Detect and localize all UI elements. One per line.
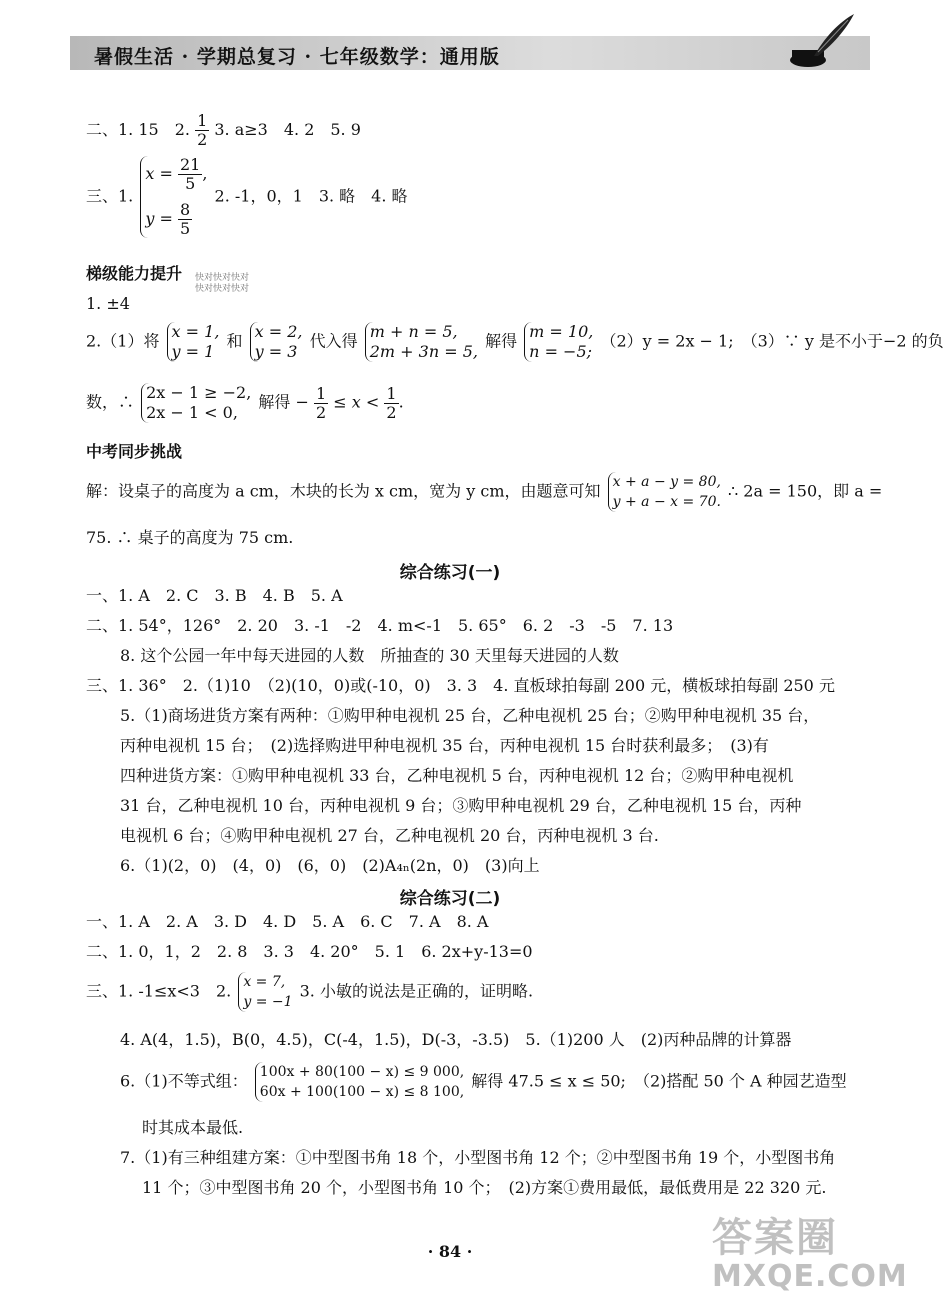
answer-line: 丙种电视机 15 台； (2)选择购进甲种电视机 35 台，丙种电视机 15 台时获利最多； (3)有 [120, 736, 769, 755]
answer-line: 6.（1)(2，0) (4，0) (6，0) (2)A₄ₙ(2n，0) (3)向上 [120, 856, 540, 875]
section-title: 综合练习(二) [399, 889, 501, 909]
answer-line: 8. 这个公园一年中每天进园的人数 所抽查的 30 天里每天进园的人数 [120, 646, 619, 665]
section-heading: 梯级能力提升 [86, 264, 183, 283]
corner-watermark: 答案圈 MXQE.COM [712, 1215, 908, 1294]
section-title: 综合练习(一) [399, 563, 501, 583]
equation-system: x = $\frac{21}{5}$ , y = $\frac{8}{5}$ [140, 156, 207, 238]
fraction: $\frac{1}{2}$ [197, 111, 208, 149]
answer-line: 1. ±4 [86, 294, 130, 313]
answer-line: 一、1. A 2. A 3. D 4. D 5. A 6. C 7. A 8. A [86, 912, 489, 931]
answer-line: 三、1. x = $\frac{21}{5}$ , y = $\frac{8}{5}$ 2. -1，0，1 3. 略 4. 略 [86, 155, 408, 238]
answer-line: 三、1. 36° 2.（1)10 （2)(10，0)或(-10，0) 3. 3 4. 直板球拍每副 200 元，横板球拍每副 250 元 [86, 676, 835, 695]
page-number: · 84 · [427, 1242, 473, 1261]
answer-line: 一、1. A 2. C 3. B 4. B 5. A [86, 586, 343, 605]
answer-line: 三、1. -1≤x<3 2. x = 7, y = −1 3. 小敏的说法是正确的，证明略. [86, 974, 534, 1010]
answer-line: 7.（1)有三种组建方案：①中型图书角 18 个，小型图书角 12 个；②中型图书角 19 个，小型图书角 [120, 1148, 836, 1167]
answer-line: 四种进货方案：①购甲种电视机 33 台，乙种电视机 5 台，丙种电视机 12 台；②购甲种电视机 [120, 766, 794, 785]
answer-line: 75. ∴ 桌子的高度为 75 cm. [86, 528, 294, 547]
watermark-text: 快对快对快对 快对快对快对 [195, 273, 250, 294]
answer-line: 二、1. 54°，126° 2. 20 3. -1 -2 4. m<-1 5. 65° 6. 2 -3 -5 7. 13 [86, 616, 674, 635]
answer-line: 时其成本最低. [142, 1118, 244, 1137]
header-title: 暑假生活 · 学期总复习 · 七年级数学：通用版 [94, 46, 500, 68]
answer-line: 解：设桌子的高度为 a cm，木块的长为 x cm，宽为 y cm，由题意可知 x + a − y = 80, y + a − x = 70. ∴ 2a = 150，即 a = [86, 474, 883, 510]
answer-line: 4. A(4，1.5)，B(0，4.5)，C(-4，1.5)，D(-3，-3.5) 5.（1)200 人 (2)丙种品牌的计算器 [120, 1030, 792, 1049]
answer-line: 31 台，乙种电视机 10 台，丙种电视机 9 台；③购甲种电视机 29 台，乙种电视机 15 台，丙种 [120, 796, 802, 815]
answer-line: 二、1. 0，1，2 2. 8 3. 3 4. 20° 5. 1 6. 2x+y-13=0 [86, 942, 533, 961]
section-heading: 中考同步挑战 [86, 442, 183, 461]
answer-line: 二、1. 15 2. $\frac{1}{2}$ 3. a≥3 4. 2 5. 9 [86, 111, 361, 149]
answer-line: 5.（1)商场进货方案有两种：①购甲种电视机 25 台，乙种电视机 25 台；②购甲种电视机 35 台， [120, 706, 820, 725]
answer-line: 数，∴ 2x − 1 ≥ −2, 2x − 1 < 0, 解得 − $\frac{1}{2}$ ≤ x < $\frac{1}{2}$ . [86, 383, 404, 422]
answer-line: 11 个；③中型图书角 20 个，小型图书角 10 个； (2)方案①费用最低，最低费用是 22 320 元. [142, 1178, 827, 1197]
answer-line: 2.（1）将 x = 1, y = 1 和 x = 2, y = 3 代入得 m + n = 5, 2m + 3n = 5, 解得 m = 10, n = −5; （2）y = 2x − 1; （3）∵ y 是不小于−2 的负 [86, 322, 944, 361]
answer-line: 电视机 6 台；④购甲种电视机 27 台，乙种电视机 20 台，丙种电视机 3 台. [120, 826, 659, 845]
page-header [70, 36, 870, 70]
answer-line: 6.（1)不等式组： 100x + 80(100 − x) ≤ 9 000, 60x + 100(100 − x) ≤ 8 100, 解得 47.5 ≤ x ≤ 50; （2)搭配 50 个 A 种园艺造型 [120, 1064, 847, 1100]
quill-ink-icon [788, 12, 858, 70]
